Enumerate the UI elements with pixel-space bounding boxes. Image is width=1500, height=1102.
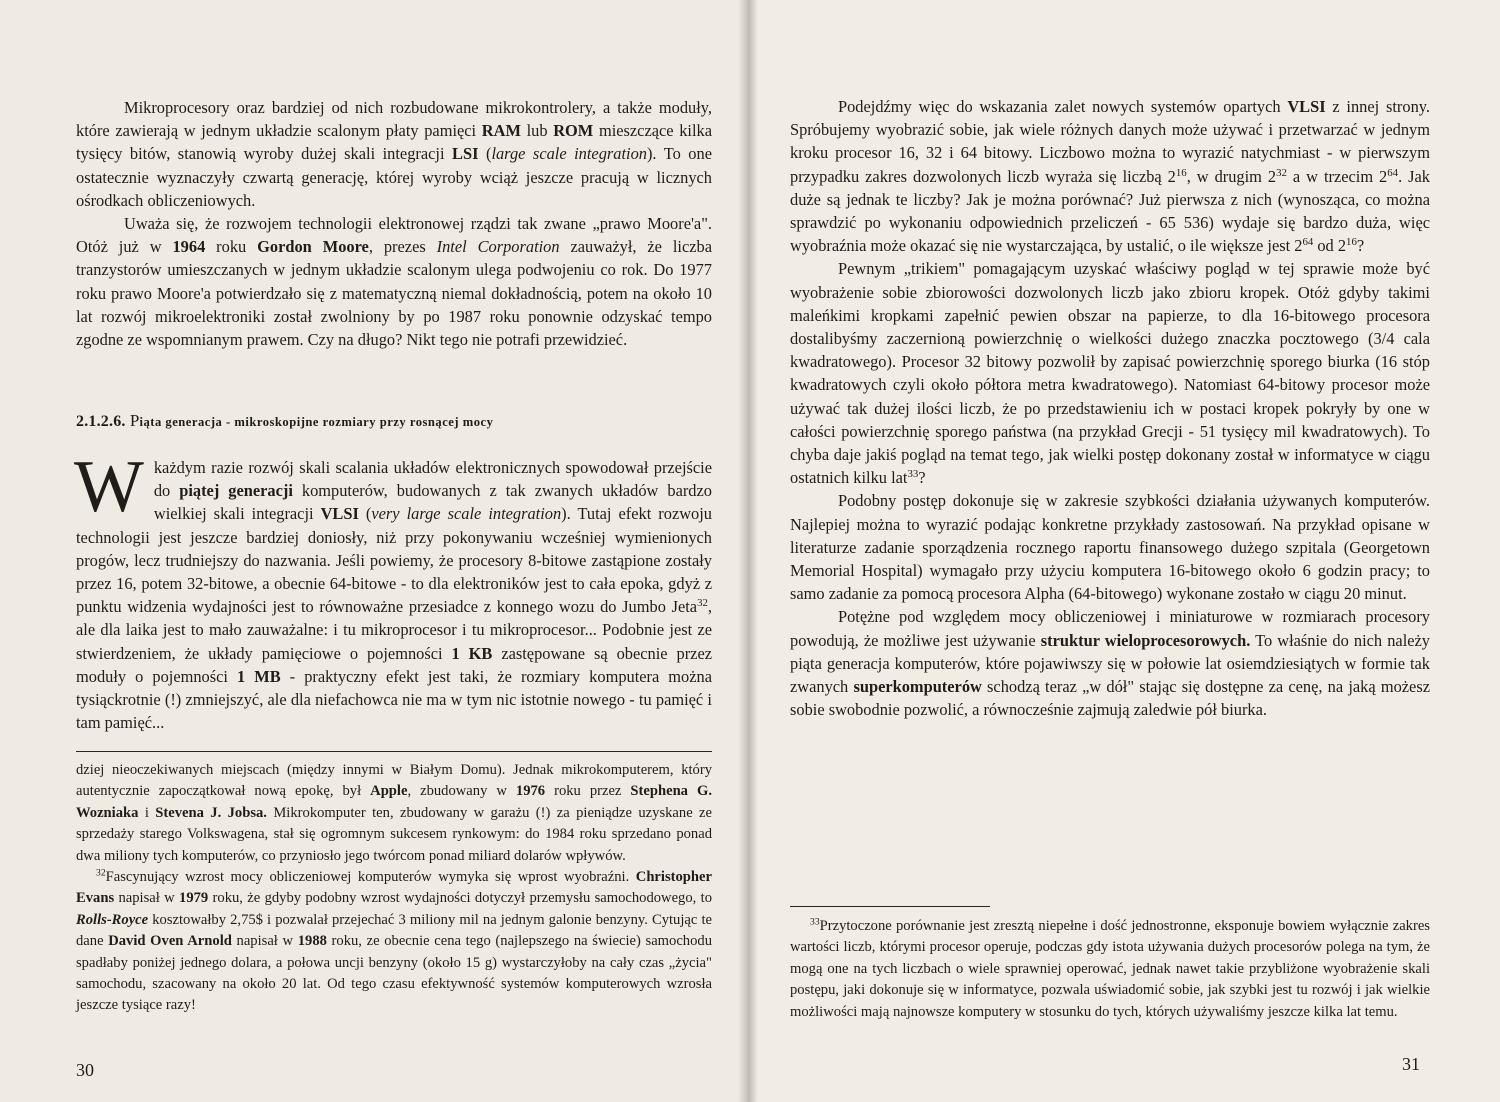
- left-page: [0, 0, 748, 1102]
- footnote-33: $^{33}$Przytoczone porównanie jest zresztą niepełne i dość jednostronne, eksponuje bowiem wyłącznie zakres wartości liczb, którymi procesor operuje, podczas gdy istota używania dużych procesorów polega na tym, że mogą one na tych liczbach o wiele sprawniej operować, jednak nawet takie przybliżone wyobrażenie skali postępu, jaki dokonuje się w informatyce, pozwala uświadomić sobie, jak szybki jest tu rozwój i jak wielkie możliwości mają najnowsze komputery w stosunku do tych, których używaliśmy jeszcze kilka lat temu.: [790, 916, 1430, 1020]
- footnote-ref-32: 32: [697, 597, 708, 610]
- right-paragraph-1: Podejdźmy więc do wskazania zalet nowych systemów opartych VLSI z innej strony. Spróbujemy wyobrazić sobie, jak wiele różnych danych może używać i przetwarzać w jednym kroku procesor 16, 32 i 64 bitowy. Liczbowo można to wyrazić natychmiast - w pierwszym przypadku zakres dozwolonych liczb wyraża się liczbą $2^{16}$, w drugim $2^{32}$ a w trzecim $2^{64}$. Jak duże są jednak te liczby? Jak je można porównać? Już pierwsza z nich (wynosząca, co można sprawdzić po wykonaniu odpowiednich przeliczeń - 65 536) wydaje się bardzo duża, więc wyobraźnia może okazać się nie wystarczająca, by ustalić, o ile większe jest $2^{64}$ od $2^{16}$?: [790, 97, 1430, 256]
- right-paragraph-4: Potężne pod względem mocy obliczeniowej i miniaturowe w rozmiarach procesory powodują, że możliwe jest używanie struktur wieloprocesorowych. To właśnie do nich należy piąta generacja komputerów, które pojawiwszy się w połowie lat osiemdziesiątych w formie tak zwanych superkomputerów schodzą teraz „w dół" stając się dostępne za cenę, na jaką możesz sobie swobodnie pozwolić, a równocześnie zajmują zaledwie pół biurka.: [790, 607, 1430, 720]
- right-page: [748, 0, 1500, 1102]
- section-number: 2.1.2.6.: [76, 413, 126, 430]
- left-paragraph-1: Mikroprocesory oraz bardziej od nich rozbudowane mikrokontrolery, a także moduły, które zawierają w jednym układzie scalonym płaty pamięci RAM lub ROM mieszczące kilka tysięcy bitów, stanowią wyroby dużej skali integracji LSI (large scale integration). To one ostatecznie wyznaczyły czwartą generację, której wyroby wciąż jeszcze pracują w licznych ośrodkach obliczeniowych.: [76, 98, 712, 210]
- footnote-32: $^{32}$Fascynujący wzrost mocy obliczeniowej komputerów wymyka się wprost wyobraźni. Christopher Evans napisał w 1979 roku, że gdyby podobny wzrost wydajności dotyczył przemysłu samochodowego, to Rolls-Royce kosztowałby 2,75$ i pozwalał przejechać 3 miliony mil na jednym galonie benzyny. Cytując te dane David Oven Arnold napisał w 1988 roku, ze obecnie cena tego (najlepszego na świecie) samochodu spadłaby poniżej jednego dolara, a połowa uncji benzyny (około 15 g) wystarczyłoby na cały czas „życia" samochodu, szacowany na około 20 lat. Od tego czasu efektywność systemów komputerowych wzrosła jeszcze tysiące razy!: [76, 867, 712, 1014]
- footnote-separator-right: [790, 906, 990, 907]
- left-footnotes: [76, 760, 712, 1017]
- page-number-right: 31: [1402, 1054, 1420, 1074]
- footnote-continuation: dziej nieoczekiwanych miejscach (między innymi w Białym Domu). Jednak mikrokomputerem, który autentycznie zapoczątkował nową epokę, był Apple, zbudowany w 1976 roku przez Stephena G. Wozniaka i Stevena J. Jobsa. Mikrokomputer ten, zbudowany w garażu (!) za pieniądze uzyskane ze sprzedaży starego Volkswagena, stał się ogromnym sukcesem rynkowym: do 1984 roku sprzedano ponad dwa miliony tych komputerów, co przyniosło jego twórcom ponad miliard dolarów wpływów.: [76, 762, 713, 864]
- book-gutter: [738, 0, 758, 1102]
- right-footnotes: [790, 916, 1430, 1023]
- footnote-separator: [76, 751, 712, 752]
- right-paragraph-3: Podobny postęp dokonuje się w zakresie szybkości działania używanych komputerów. Najlepiej można to wyrazić podając konkretne przykłady zastosowań. Na przykład opisane w literaturze zadanie sporządzenia rocznego raportu finansowego dużego szpitala (Georgetown Memorial Hospital) wymagało przy użyciu komputera 16-bitowego około 6 godzin pracy; to samo zadanie za pomocą procesora Alpha (64-bitowego) wykonane zostało w ciągu 20 minut.: [790, 491, 1430, 604]
- page-number-left: 30: [76, 1060, 94, 1080]
- footnote-ref-33: 33: [907, 468, 919, 481]
- drop-cap: W: [74, 446, 144, 528]
- section-title: Piąta generacja - mikroskopijne rozmiary przy rosnącej mocy: [129, 411, 494, 430]
- left-body-top: [76, 96, 712, 351]
- section-heading: [76, 411, 712, 431]
- left-paragraph-3: Wkażdym razie rozwój skali scalania układów elektronicznych spowodował przejście do piątej generacji komputerów, budowanych z tak zwanych układów bardzo wielkiej skali integracji VLSI (very large scale integration). Tutaj efekt rozwoju technologii jest jeszcze bardziej doniosły, niż przy pokonywaniu wcześniej wymienionych progów, lecz trudniejszy do nazwania. Jeśli powiemy, że procesory 8-bitowe zastąpione zostały przez 16, potem 32-bitowe, a obecnie 64-bitowe - to dla elektroników jest to cała epoka, gdyż z punktu widzenia wydajności jest to równoważne przesiadce z konnego wozu do Jumbo Jeta$^{32}$, ale dla laika jest to mało zauważalne: i tu mikroprocesor i tu mikroprocesor... Podobnie jest ze stwierdzeniem, że układy pamięciowe o pojemności 1 KB zastępowane są obecnie przez moduły o pojemności 1 MB - praktyczny efekt jest taki, że rozmiary komputera można tysiąckrotnie (!) zmniejszyć, ale dla niefachowca nie ma w tym nic istotnie nowego - tu pamięć i tam pamięć...: [74, 446, 713, 733]
- left-paragraph-2: Uważa się, że rozwojem technologii elektronowej rządzi tak zwane „prawo Moore'a". Otóż już w 1964 roku Gordon Moore, prezes Intel Corporation zauważył, że liczba tranzystorów umieszczanych w jednym układzie scalonym ulega podwojeniu co rok. Do 1977 roku prawo Moore'a potwierdzało się z matematyczną niemal dokładnością, potem na około 10 lat rozwój mikroelektroniki został zwolniony by po 1987 roku ponownie odzyskać tempo zgodne ze wspomnianym prawem. Czy na długo? Nikt tego nie potrafi przewidzieć.: [76, 214, 712, 350]
- right-paragraph-2: Pewnym „trikiem" pomagającym uzyskać właściwy pogląd w tej sprawie może być wyobrażenie sobie zbiorowości dozwolonych liczb jako zbioru kropek. Otóż gdyby takimi maleńkimi kropkami zapełnić pewien obszar na papierze, to dla 16-bitowego procesora dostalibyśmy zaczernioną powierzchnię o wielkości dużego znaczka pocztowego (3/4 cala kwadratowego). Procesor 32 bitowy pozwolił by zapisać powierzchnię sporego biurka (16 stóp kwadratowych czyli około półtora metra kwadratowego). Natomiast 64-bitowy procesor może używać tak dużej ilości liczb, że po przedstawieniu ich w postaci kropek pokryły by one w całości powierzchnię sporego państwa (na przykład Grecji - 51 tysięcy mil kwadratowych). To chyba daje jakiś pogląd na temat tego, jak wielki postęp dokonany został w informatyce w ciągu ostatnich kilku lat$^{33}$?: [790, 259, 1430, 488]
- right-body: [790, 95, 1430, 721]
- left-body-section: [74, 446, 713, 734]
